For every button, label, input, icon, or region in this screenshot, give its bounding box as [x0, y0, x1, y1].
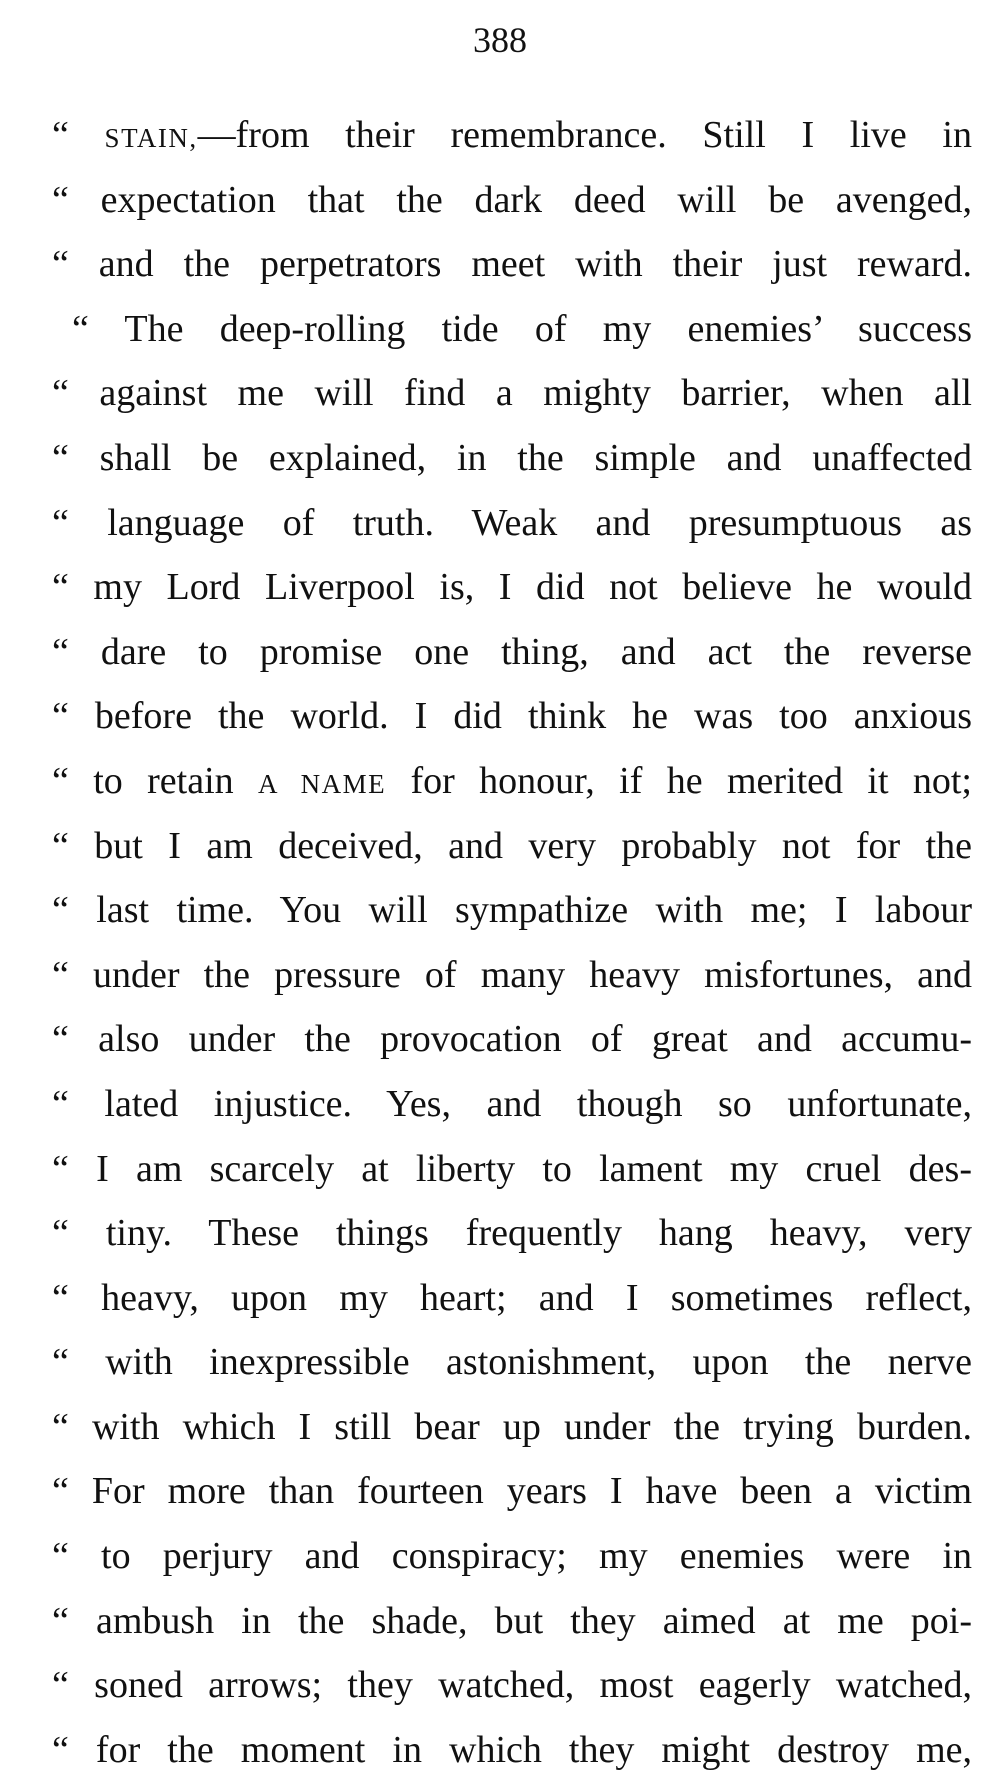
text-line: “ and the perpetrators meet with their just reward.: [52, 243, 972, 286]
text-line: “ The deep-rolling tide of my enemies’ success: [72, 307, 972, 350]
text-line: “ for the moment in which they might destroy me,: [52, 1728, 972, 1771]
text-line: “ I am scarcely at liberty to lament my cruel des-: [52, 1147, 972, 1190]
text-line: “ but I am deceived, and very probably not for the: [52, 824, 972, 867]
text-line: “ dare to promise one thing, and act the reverse: [52, 630, 972, 673]
text-line: “ with inexpressible astonishment, upon the nerve: [52, 1341, 972, 1384]
text-line: “ heavy, upon my heart; and I sometimes reflect,: [52, 1276, 972, 1319]
text-segment: “ to retain: [52, 759, 259, 802]
text-line: “ last time. You will sympathize with me; I labour: [52, 889, 972, 932]
text-line: “ under the pressure of many heavy misfortunes, and: [52, 953, 972, 996]
text-segment: —from their remembrance. Still I live in: [197, 114, 972, 156]
text-segment: “: [52, 114, 105, 156]
page-number: 388: [473, 20, 527, 60]
text-line: “ before the world. I did think he was too anxious: [52, 695, 972, 738]
text-line: “ lated injustice. Yes, and though so unfortunate,: [52, 1082, 972, 1125]
text-line: “ language of truth. Weak and presumptuous as: [52, 501, 972, 544]
text-line: [52, 103, 972, 168]
body-text: [52, 103, 972, 1782]
text-segment: for honour, if he merited it not;: [386, 759, 972, 802]
text-line: “ ambush in the shade, but they aimed at me poi-: [52, 1599, 972, 1642]
text-line: “ For more than fourteen years I have been a victim: [52, 1470, 972, 1513]
text-line: “ tiny. These things frequently hang heavy, very: [52, 1212, 972, 1255]
text-line: “ to perjury and conspiracy; my enemies were in: [52, 1535, 972, 1578]
text-line: “ against me will find a mighty barrier, when all: [52, 372, 972, 415]
text-line: “ soned arrows; they watched, most eagerly watched,: [52, 1664, 972, 1707]
small-caps-text: A NAME: [258, 768, 387, 799]
text-line: “ with which I still bear up under the trying burden.: [52, 1405, 972, 1448]
small-caps-text: STAIN,: [104, 123, 198, 153]
text-line: [52, 749, 972, 814]
text-line: “ shall be explained, in the simple and unaffected: [52, 436, 972, 479]
text-line: “ my Lord Liverpool is, I did not believe he would: [52, 566, 972, 609]
text-line: “ also under the provocation of great and accumu-: [52, 1018, 972, 1061]
text-line: “ expectation that the dark deed will be avenged,: [52, 178, 972, 221]
